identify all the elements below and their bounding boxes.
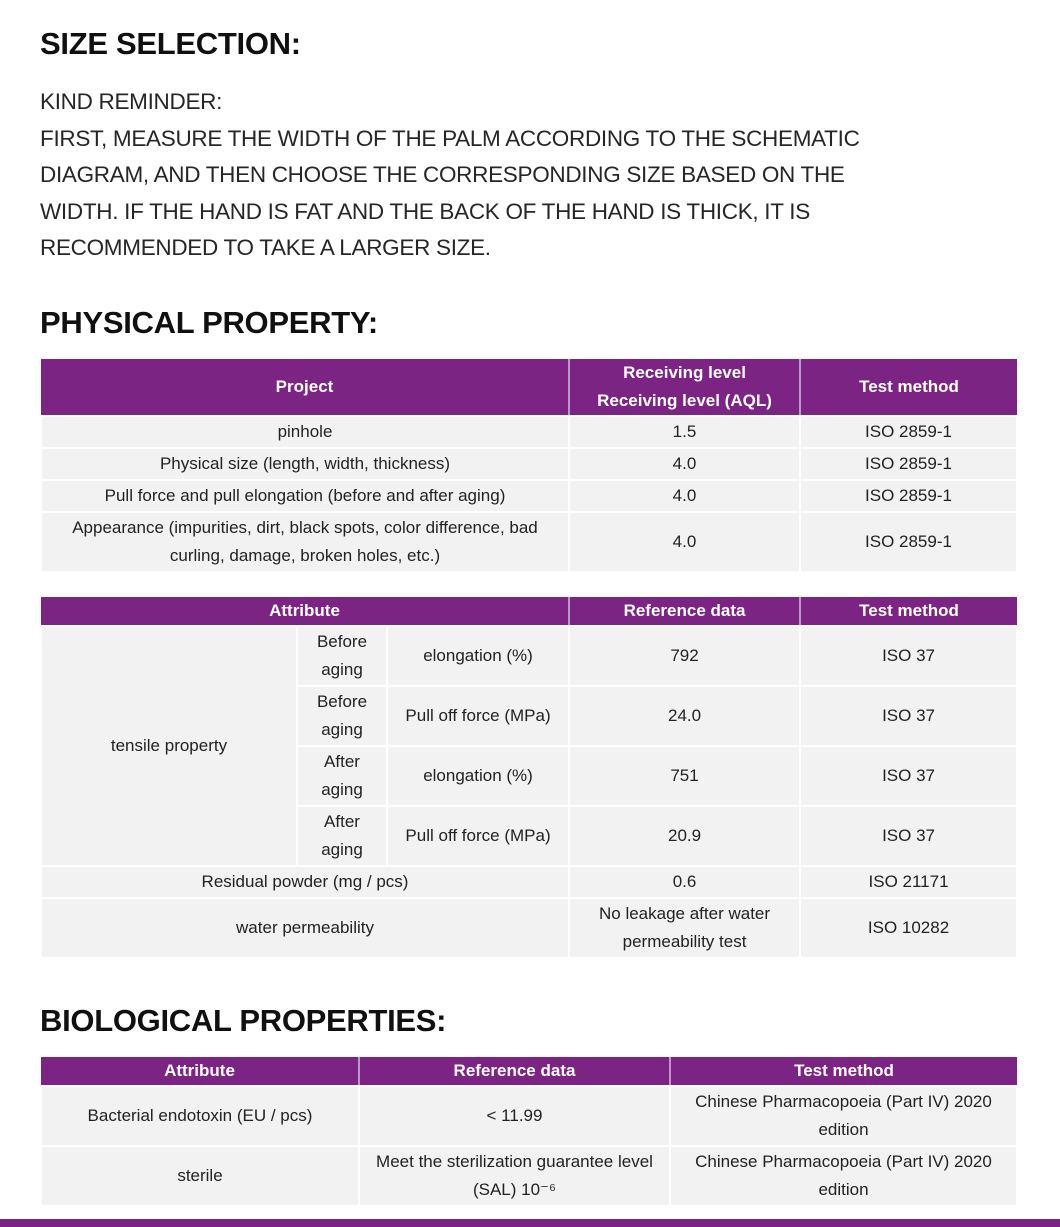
kind-reminder-paragraph <box>40 84 1016 267</box>
cell-level: 1.5 <box>569 416 800 448</box>
cell-method: ISO 21171 <box>800 866 1017 898</box>
cell-project: Appearance (impurities, dirt, black spots, color difference, bad curling, damage, broken holes, etc.) <box>41 512 569 572</box>
table-row <box>41 416 1017 448</box>
reminder-line: RECOMMENDED TO TAKE A LARGER SIZE. <box>40 235 491 260</box>
cell-method: ISO 2859-1 <box>800 512 1017 572</box>
cell-value: 792 <box>569 626 800 686</box>
table-row <box>41 448 1017 480</box>
table-row <box>41 480 1017 512</box>
physical-aql-table <box>40 359 1018 573</box>
col-header-attribute: Attribute <box>41 597 569 626</box>
cell-method: ISO 10282 <box>800 898 1017 958</box>
cell-level: 4.0 <box>569 448 800 480</box>
reminder-line: KIND REMINDER: <box>40 89 223 114</box>
cell-method: ISO 2859-1 <box>800 416 1017 448</box>
cell-attribute: sterile <box>41 1146 359 1206</box>
cell-value: No leakage after water permeability test <box>569 898 800 958</box>
cell-value: 24.0 <box>569 686 800 746</box>
table-row <box>41 866 1017 898</box>
cell-attribute: water permeability <box>41 898 569 958</box>
cell-metric: elongation (%) <box>387 746 569 806</box>
table-row <box>41 898 1017 958</box>
receiving-level-line1: Receiving level <box>623 362 746 382</box>
col-header-reference-data: Reference data <box>569 597 800 626</box>
table-row <box>41 626 1017 686</box>
col-header-project: Project <box>41 359 569 416</box>
receiving-level-line2: Receiving level (AQL) <box>597 390 772 410</box>
cell-aging: Before aging <box>297 626 387 686</box>
cell-value: Meet the sterilization guarantee level (SAL) 10⁻⁶ <box>359 1146 670 1206</box>
cell-value: 0.6 <box>569 866 800 898</box>
reminder-line: DIAGRAM, AND THEN CHOOSE THE CORRESPONDING SIZE BASED ON THE <box>40 162 845 187</box>
table-header-row <box>41 1057 1017 1086</box>
col-header-attribute: Attribute <box>41 1057 359 1086</box>
cell-value: 751 <box>569 746 800 806</box>
cell-method: ISO 2859-1 <box>800 480 1017 512</box>
biological-table <box>40 1057 1018 1207</box>
cell-metric: Pull off force (MPa) <box>387 686 569 746</box>
cell-level: 4.0 <box>569 480 800 512</box>
reminder-line: WIDTH. IF THE HAND IS FAT AND THE BACK OF THE HAND IS THICK, IT IS <box>40 198 810 224</box>
cell-aging: After aging <box>297 806 387 866</box>
cell-method: ISO 37 <box>800 746 1017 806</box>
table-row <box>41 1146 1017 1206</box>
cell-value: 20.9 <box>569 806 800 866</box>
cell-method: ISO 37 <box>800 686 1017 746</box>
col-header-reference-data: Reference data <box>359 1057 670 1086</box>
next-section-header-sliver <box>0 1219 1060 1227</box>
size-selection-title: SIZE SELECTION: <box>40 26 301 61</box>
table-header-row <box>41 359 1017 416</box>
table-header-row <box>41 597 1017 626</box>
biological-properties-title: BIOLOGICAL PROPERTIES: <box>40 1002 447 1038</box>
cell-method: ISO 2859-1 <box>800 448 1017 480</box>
cell-project: Physical size (length, width, thickness) <box>41 448 569 480</box>
cell-method: ISO 37 <box>800 626 1017 686</box>
table-row <box>41 512 1017 572</box>
cell-value: < 11.99 <box>359 1086 670 1146</box>
col-header-receiving-level <box>569 359 800 416</box>
physical-property-title: PHYSICAL PROPERTY: <box>40 304 378 340</box>
cell-tensile-property: tensile property <box>41 626 297 866</box>
cell-metric: elongation (%) <box>387 626 569 686</box>
cell-project: Pull force and pull elongation (before and after aging) <box>41 480 569 512</box>
cell-method: Chinese Pharmacopoeia (Part IV) 2020 edition <box>670 1146 1017 1206</box>
cell-attribute: Bacterial endotoxin (EU / pcs) <box>41 1086 359 1146</box>
cell-attribute: Residual powder (mg / pcs) <box>41 866 569 898</box>
table-row <box>41 1086 1017 1146</box>
cell-aging: Before aging <box>297 686 387 746</box>
cell-aging: After aging <box>297 746 387 806</box>
cell-level: 4.0 <box>569 512 800 572</box>
cell-metric: Pull off force (MPa) <box>387 806 569 866</box>
col-header-test-method: Test method <box>670 1057 1017 1086</box>
cell-project: pinhole <box>41 416 569 448</box>
col-header-test-method: Test method <box>800 359 1017 416</box>
physical-attribute-table <box>40 597 1018 959</box>
cell-method: Chinese Pharmacopoeia (Part IV) 2020 edition <box>670 1086 1017 1146</box>
cell-method: ISO 37 <box>800 806 1017 866</box>
col-header-test-method: Test method <box>800 597 1017 626</box>
reminder-line: FIRST, MEASURE THE WIDTH OF THE PALM ACCORDING TO THE SCHEMATIC <box>40 125 860 151</box>
